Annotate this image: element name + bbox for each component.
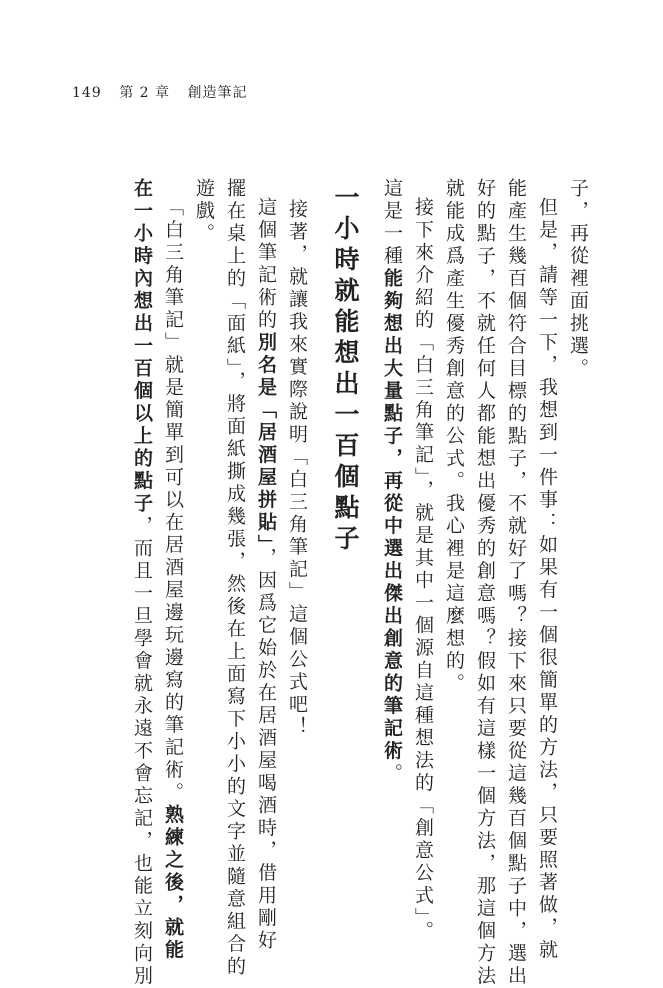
text-column bbox=[250, 178, 281, 868]
text-column bbox=[157, 178, 188, 868]
emphasis-text: 別名是「居酒屋拼貼」 bbox=[255, 332, 277, 548]
plain-text: ，因爲它始於在居酒屋喝酒時，借用剛好 bbox=[255, 548, 277, 953]
text-column bbox=[126, 178, 157, 868]
emphasis-text: 熟練之後，就能 bbox=[162, 805, 184, 963]
emphasis-text: 在一小時內想出一百個以上的點子 bbox=[131, 178, 153, 516]
text-column: 擺在桌上的「面紙」，將面紙撕成幾張，然後在上面寫下小小的文字並隨意組合的 bbox=[219, 178, 250, 868]
text-column: 就能成爲產生優秀創意的公式。我心裡是這麼想的。 bbox=[438, 178, 469, 868]
text-column: 接下來介紹的「白三角筆記」，就是其中一個源自這種想法的「創意公式」。 bbox=[407, 178, 438, 868]
vertical-body-text bbox=[126, 178, 593, 868]
text-column bbox=[376, 178, 407, 868]
section-heading: 一小時就能想出一百個點子 bbox=[312, 184, 376, 868]
text-column: 接著，就讓我來實際說明「白三角筆記」這個公式吧！ bbox=[281, 178, 312, 868]
text-column: 能產生幾百個符合目標的點子，不就好了嗎？接下來只要從這幾百個點子中，選出 bbox=[500, 178, 531, 868]
plain-text: 這個筆記術的 bbox=[255, 197, 277, 332]
plain-text: 這是一種 bbox=[381, 178, 403, 268]
chapter-title: 創造筆記 bbox=[187, 85, 247, 101]
text-column: 但是，請等一下，我想到一件事：如果有一個很簡單的方法，只要照著做，就 bbox=[531, 178, 562, 868]
plain-text: 「白三角筆記」就是簡單到可以在居酒屋邊玩邊寫的筆記術。 bbox=[162, 197, 184, 805]
text-column: 子，再從裡面挑選。 bbox=[562, 178, 593, 868]
running-header bbox=[72, 82, 259, 102]
plain-text: 。 bbox=[381, 763, 403, 786]
emphasis-text: 能夠想出大量點子，再從中選出傑出創意的筆記術 bbox=[381, 268, 403, 763]
chapter-label: 第 2 章 bbox=[119, 85, 170, 101]
page-number: 149 bbox=[72, 85, 102, 101]
plain-text: ，而且一旦學會就永遠不會忘記，也能立刻向別 bbox=[131, 516, 153, 988]
text-column: 好的點子，不就任何人都能想出優秀的創意嗎？假如有這樣一個方法，那這個方法 bbox=[469, 178, 500, 868]
text-column: 遊戲。 bbox=[188, 178, 219, 868]
